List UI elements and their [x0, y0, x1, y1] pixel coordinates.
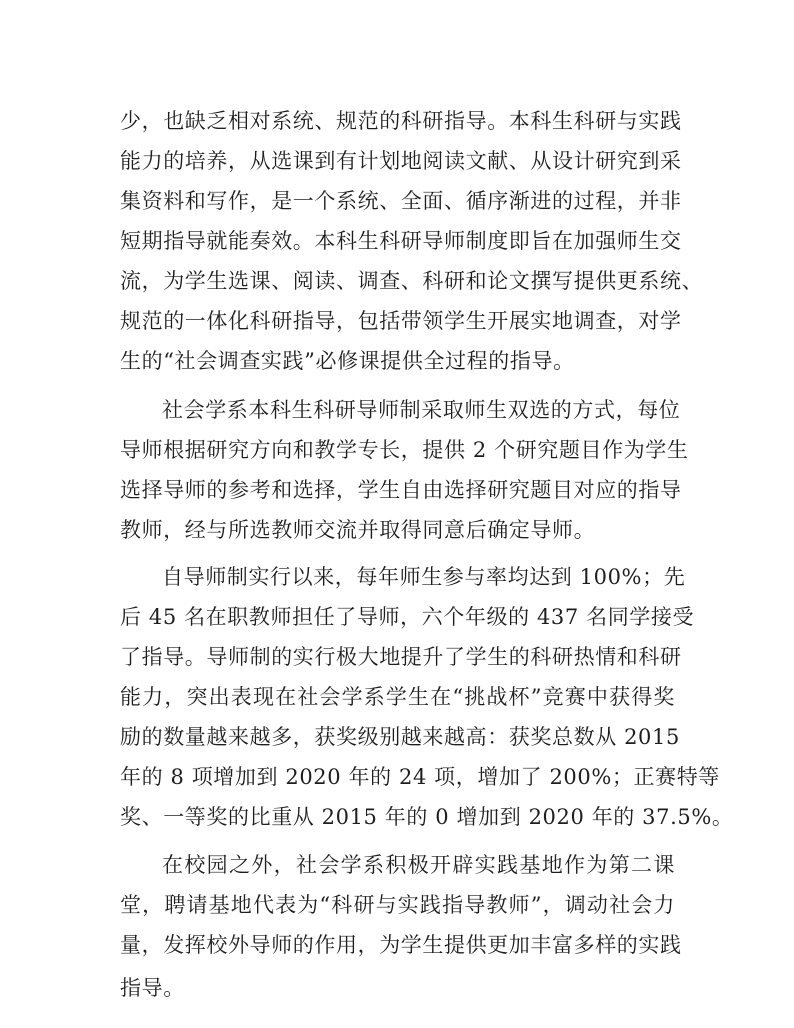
paragraph-2-line-2: 导师根据研究方向和教学专长，提供 2 个研究题目作为学生	[120, 438, 689, 462]
paragraph-1-line-2: 能力的培养，从选课到有计划地阅读文献、从设计研究到采	[120, 149, 682, 173]
paragraph-2-line-4: 教师，经与所选教师交流并取得同意后确定导师。	[120, 518, 596, 542]
paragraph-1-line-1: 少，也缺乏相对系统、规范的科研指导。本科生科研与实践	[120, 109, 682, 133]
paragraph-1-line-4: 短期指导就能奏效。本科生科研导师制度即旨在加强师生交	[120, 229, 682, 253]
paragraph-4-line-1: 在校园之外，社会学系积极开辟实践基地作为第二课	[162, 853, 675, 877]
paragraph-3-line-6: 年的 8 项增加到 2020 年的 24 项，增加了 200%；正赛特等	[120, 765, 720, 789]
paragraph-1-line-7: 生的“社会调查实践”必修课提供全过程的指导。	[120, 349, 575, 373]
paragraph-4-line-3: 量，发挥校外导师的作用，为学生提供更加丰富多样的实践	[120, 933, 682, 957]
paragraph-3-line-2: 后 45 名在职教师担任了导师，六个年级的 437 名同学接受	[120, 605, 695, 629]
paragraph-1-line-5: 流，为学生选课、阅读、调查、科研和论文撰写提供更系统、	[120, 269, 704, 293]
paragraph-3-line-1: 自导师制实行以来，每年师生参与率均达到 100%；先	[162, 565, 686, 589]
paragraph-4-line-2: 堂，聘请基地代表为“科研与实践指导教师”，调动社会力	[120, 893, 675, 917]
paragraph-3-line-4: 能力，突出表现在社会学系学生在“挑战杯”竞赛中获得奖	[120, 685, 675, 709]
paragraph-1-line-3: 集资料和写作，是一个系统、全面、循序渐进的过程，并非	[120, 189, 682, 213]
paragraph-3-line-5: 励的数量越来越多，获奖级别越来越高：获奖总数从 2015	[120, 725, 680, 749]
paragraph-2-line-1: 社会学系本科生科研导师制采取师生双选的方式，每位	[162, 398, 681, 422]
paragraph-4-line-4: 指导。	[120, 976, 185, 1000]
paragraph-3-line-7: 奖、一等奖的比重从 2015 年的 0 增加到 2020 年的 37.5%。	[120, 805, 734, 829]
paragraph-1-line-6: 规范的一体化科研指导，包括带领学生开展实地调查，对学	[120, 309, 682, 333]
paragraph-3-line-3: 了指导。导师制的实行极大地提升了学生的科研热情和科研	[120, 645, 682, 669]
paragraph-2-line-3: 选择导师的参考和选择，学生自由选择研究题目对应的指导	[120, 478, 682, 502]
